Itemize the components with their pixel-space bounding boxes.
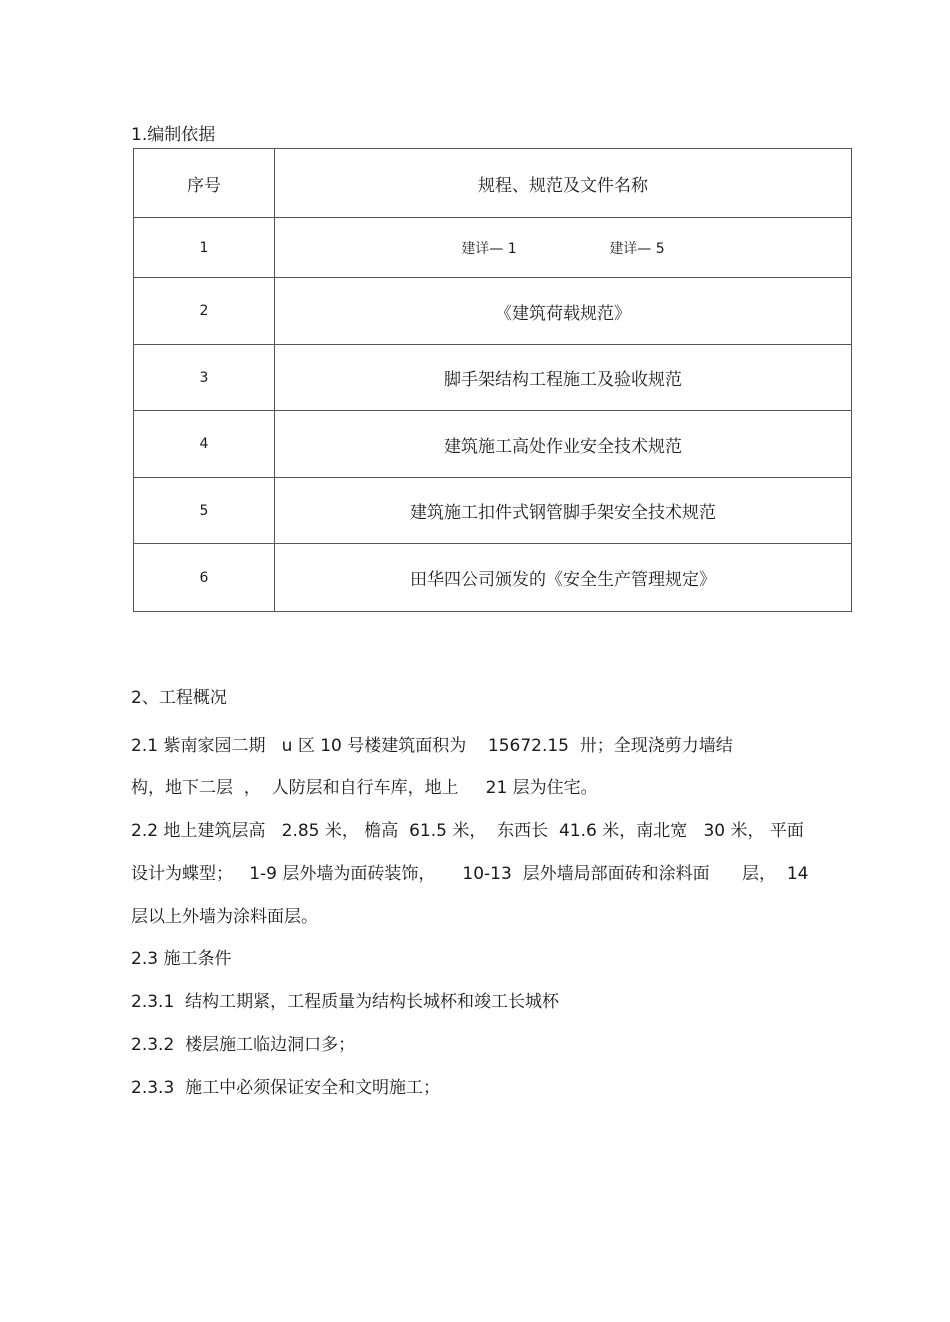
paragraph-line: 层以上外墙为涂料面层。 bbox=[131, 907, 318, 927]
row-name-part: 建详— 1 bbox=[461, 240, 517, 257]
row-name bbox=[275, 218, 852, 278]
section-2-heading: 2、工程概况 bbox=[131, 688, 227, 708]
section-1-heading: 1.编制依据 bbox=[131, 125, 216, 145]
header-num: 序号 bbox=[134, 149, 275, 218]
paragraph-line: 2.2 地上建筑层高 2.85 米， 檐高 61.5 米， 东西长 41.6 米，南北宽 30 米， 平面 bbox=[131, 821, 804, 841]
paragraph-line: 2.3.1 结构工期紧，工程质量为结构长城杯和竣工长城杯 bbox=[131, 992, 560, 1012]
table-header-row bbox=[134, 149, 852, 218]
table-row bbox=[134, 218, 852, 278]
table-row bbox=[134, 278, 852, 345]
table-row bbox=[134, 411, 852, 478]
paragraph-line: 2.3 施工条件 bbox=[131, 949, 232, 969]
header-name: 规程、规范及文件名称 bbox=[275, 149, 852, 218]
row-name: 《建筑荷载规范》 bbox=[275, 278, 852, 345]
row-num: 6 bbox=[134, 544, 275, 612]
paragraph-line: 设计为蝶型； 1-9 层外墙为面砖装饰， 10-13 层外墙局部面砖和涂料面 层， 14 bbox=[131, 864, 809, 884]
row-name: 脚手架结构工程施工及验收规范 bbox=[275, 345, 852, 411]
row-num: 2 bbox=[134, 278, 275, 345]
paragraph-line: 2.1 紫南家园二期 u 区 10 号楼建筑面积为 15672.15 卅；全现浇剪力墙结 bbox=[131, 736, 733, 756]
table-row bbox=[134, 478, 852, 544]
row-num: 1 bbox=[134, 218, 275, 278]
row-num: 3 bbox=[134, 345, 275, 411]
paragraph-line: 2.3.2 楼层施工临边洞口多； bbox=[131, 1035, 356, 1055]
row-name: 田华四公司颁发的《安全生产管理规定》 bbox=[275, 544, 852, 612]
row-name: 建筑施工扣件式钢管脚手架安全技术规范 bbox=[275, 478, 852, 544]
table-row bbox=[134, 544, 852, 612]
table-row bbox=[134, 345, 852, 411]
row-name-part: 建详— 5 bbox=[609, 240, 665, 257]
paragraph-line: 2.3.3 施工中必须保证安全和文明施工； bbox=[131, 1078, 441, 1098]
basis-table bbox=[133, 148, 852, 612]
row-num: 5 bbox=[134, 478, 275, 544]
row-name: 建筑施工高处作业安全技术规范 bbox=[275, 411, 852, 478]
paragraph-line: 构，地下二层 ， 人防层和自行车库，地上 21 层为住宅。 bbox=[131, 778, 598, 798]
row-num: 4 bbox=[134, 411, 275, 478]
